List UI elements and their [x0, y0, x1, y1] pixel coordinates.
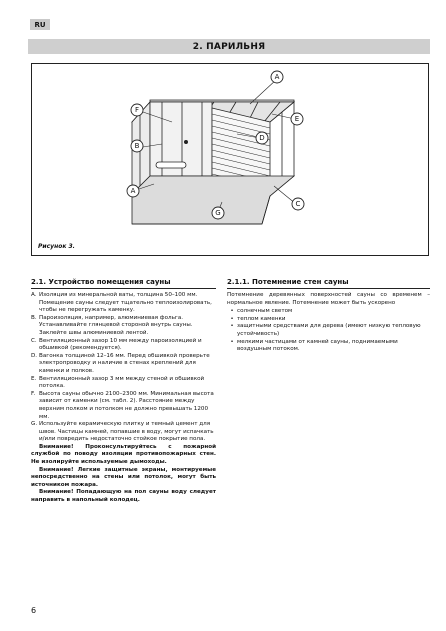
right-column — [227, 278, 430, 354]
svg-text:B: B — [134, 142, 140, 150]
svg-text:C: C — [295, 200, 301, 208]
page-number: 6 — [31, 606, 37, 615]
callout-a-left — [127, 185, 139, 197]
left-column — [31, 278, 216, 505]
language-tag: RU — [30, 19, 50, 30]
item-text: Высота сауны обычно 2100–2300 мм. Минимальная высота зависит от каменки (см. табл. 2). Расстояние между верхним полком и потолком не должно превышать 1200 мм. — [39, 390, 214, 420]
list-item — [31, 292, 216, 315]
item-letter: A. — [31, 292, 37, 298]
bullet-text: защитными средствами для дерева (имеют низкую тепловую устойчивость) — [237, 323, 421, 337]
item-text: Изоляция из минеральной ваты, толщина 50–100 мм. Помещение сауны следует тщательно теплоизолировать, чтобы не перегружать каменку. — [39, 292, 212, 314]
item-text: Вентиляционный зазор 3 мм между стеной и обшивкой потолка. — [39, 375, 205, 390]
left-heading: 2.1. Устройство помещения сауны — [31, 278, 171, 286]
construction-list — [31, 292, 216, 444]
list-item — [31, 353, 216, 376]
heading-rule — [227, 288, 430, 289]
bullet-icon: • — [230, 308, 234, 315]
item-text: Вагонка толщиной 12–16 мм. Перед обшивкой проверьте электропроводку и наличие в стенах креплений для каменки и полков. — [39, 352, 210, 374]
item-text: Пароизоляция, например, алюминиевая фольга. Устанавливайте глянцевой стороной внутрь сауны. Заклейте швы алюминиевой лентой. — [39, 314, 193, 336]
callout-a-top — [271, 71, 283, 83]
item-letter: D. — [31, 352, 38, 359]
list-item — [31, 391, 216, 421]
bullet-icon: • — [230, 315, 234, 322]
item-letter: E. — [31, 375, 37, 382]
figure-caption: Рисунок 3. — [38, 243, 75, 250]
callout-b — [131, 140, 143, 152]
bullet-text: мелкими частицами от камней сауны, поднимаемыми воздушным потоком. — [237, 338, 398, 353]
bullet-icon: • — [230, 338, 234, 345]
svg-text:D: D — [259, 134, 265, 142]
svg-text:F: F — [134, 106, 140, 114]
heading-rule — [31, 288, 216, 289]
list-item — [31, 315, 216, 338]
sauna-diagram — [32, 64, 428, 255]
callout-f — [131, 104, 143, 116]
bullet-text: солнечным светом — [237, 308, 293, 315]
warnings — [31, 444, 216, 505]
item-text: Используйте керамическую плитку и темный цемент для швов. Частицы камней, попавшие в воду, могут испачкать и/или повредить недостаточно стойкое покрытие пола. — [39, 421, 214, 443]
intro-paragraph: Потемнение деревянных поверхностей сауны со временем – нормальное явление. Потемнение может быть ускорено — [227, 292, 430, 306]
bullet-icon: • — [230, 323, 234, 330]
darkening-causes-list — [227, 308, 430, 354]
list-item — [31, 338, 216, 353]
bullet-item — [227, 316, 430, 324]
warning-text: Внимание! Проконсультируйтесь с пожарной службой по поводу изоляции противопожарных стен. Не изолируйте используемые дымоходы. — [31, 443, 216, 466]
bullet-text: теплом каменки — [237, 315, 286, 322]
bullet-item — [227, 339, 430, 354]
callout-e — [291, 113, 303, 125]
svg-text:E: E — [294, 115, 300, 123]
svg-text:A: A — [274, 73, 280, 81]
item-letter: C. — [31, 337, 37, 344]
item-letter: G. — [31, 421, 38, 428]
item-letter: F. — [31, 390, 36, 397]
section-title: 2. ПАРИЛЬНЯ — [28, 39, 430, 54]
svg-text:G: G — [215, 209, 221, 217]
list-item — [31, 376, 216, 391]
list-item — [31, 421, 216, 444]
item-letter: B. — [31, 314, 37, 321]
sauna-construction-figure — [31, 63, 429, 256]
item-text: Вентиляционный зазор 10 мм между пароизоляцией и обшивкой (рекомендуется). — [39, 337, 202, 352]
warning-text: Внимание! Легкие защитные экраны, монтируемые непосредственно на стены или потолок, могут быть источником пожара. — [31, 466, 216, 488]
callout-d — [256, 132, 268, 144]
bullet-item — [227, 308, 430, 316]
warning-text: Внимание! Попадающую на пол сауны воду следует направить в напольный колодец. — [31, 489, 216, 504]
callout-c — [292, 198, 304, 210]
right-heading: 2.1.1. Потемнение стен сауны — [227, 278, 349, 286]
svg-text:A: A — [130, 187, 136, 195]
bullet-item — [227, 323, 430, 338]
callout-g — [212, 207, 224, 219]
